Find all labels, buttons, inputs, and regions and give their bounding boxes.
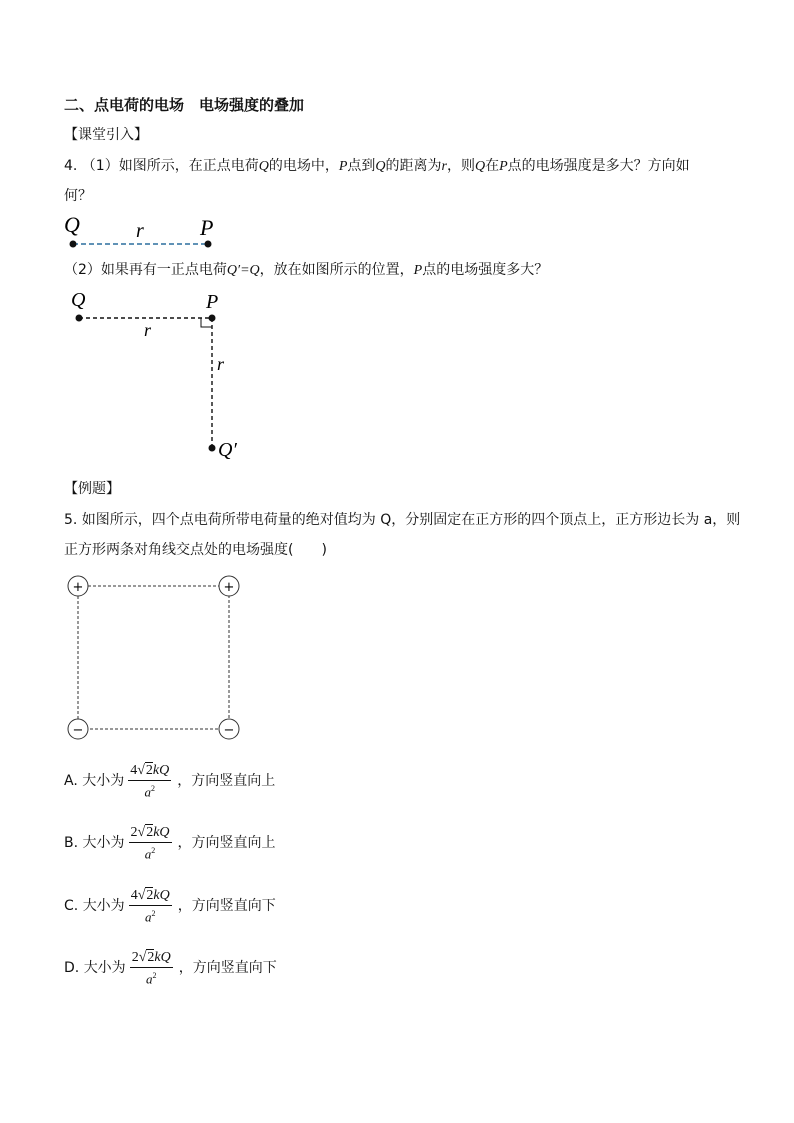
option-c[interactable] xyxy=(64,887,276,925)
fig2-charge-q xyxy=(76,315,83,322)
option-suffix: ，方向竖直向上 xyxy=(177,835,276,852)
svg-text:+: + xyxy=(72,580,84,595)
square-outline xyxy=(78,586,229,729)
option-letter: B. xyxy=(64,835,79,852)
fig2-label-q: Q xyxy=(71,289,86,311)
charge-top-right xyxy=(219,576,239,596)
svg-text:−: − xyxy=(223,723,235,738)
option-fraction: $\frac{2√2kQ}{a^2}$ xyxy=(131,950,171,987)
fig2-label-q-prime: Q′ xyxy=(218,439,237,461)
intro-tag: 【课堂引入】 xyxy=(64,127,148,143)
option-fraction: $\frac{4√2kQ}{a^2}$ xyxy=(130,763,170,800)
option-a[interactable] xyxy=(64,762,275,800)
fig1-charge-q xyxy=(70,241,77,248)
q4-line1: 4. （1）如图所示，在正点电荷Q的电场中，P点到Q的距离为r，则Q在P点的电场强度是多大？方向如 xyxy=(64,158,690,174)
q5-line1: 5. 如图所示，四个点电荷所带电荷量的绝对值均为 Q，分别固定在正方形的四个顶点上，正方形边长为 a，则 xyxy=(64,512,741,528)
option-letter: C. xyxy=(64,898,79,915)
section-heading: 二、点电荷的电场 电场强度的叠加 xyxy=(64,96,305,114)
fig1-label-r: r xyxy=(136,220,144,242)
fig1-label-q: Q xyxy=(64,212,80,237)
figure-2-right-angle xyxy=(66,286,256,466)
option-letter: A. xyxy=(64,773,78,790)
option-b[interactable] xyxy=(64,824,276,862)
q5-line2: 正方形两条对角线交点处的电场强度( ) xyxy=(64,542,327,558)
option-suffix: ，方向竖直向下 xyxy=(178,960,277,977)
figure-1-qp xyxy=(60,210,230,255)
option-d[interactable] xyxy=(64,949,277,987)
fig2-point-p xyxy=(209,315,216,322)
option-letter: D. xyxy=(64,960,80,977)
option-fraction: $\frac{4√2kQ}{a^2}$ xyxy=(130,888,170,925)
svg-text:−: − xyxy=(72,723,84,738)
fig1-label-p: P xyxy=(200,215,214,240)
fig2-charge-q-prime xyxy=(209,445,216,452)
charge-bottom-left xyxy=(68,719,88,739)
q4-sub2: （2）如果再有一正点电荷Q′=Q，放在如图所示的位置，P点的电场强度多大？ xyxy=(64,262,549,278)
q4-line2: 何？ xyxy=(64,188,92,204)
svg-text:+: + xyxy=(223,580,235,595)
fig2-label-r-vertical: r xyxy=(217,354,225,374)
charge-bottom-right xyxy=(219,719,239,739)
option-prefix: 大小为 xyxy=(82,835,125,852)
option-prefix: 大小为 xyxy=(83,960,126,977)
option-prefix: 大小为 xyxy=(82,773,125,790)
option-fraction: $\frac{2√2kQ}{a^2}$ xyxy=(130,825,170,862)
option-suffix: ，方向竖直向下 xyxy=(177,898,276,915)
figure-square-charges xyxy=(62,572,246,744)
fig2-label-p: P xyxy=(206,291,219,313)
charge-top-left xyxy=(68,576,88,596)
example-tag: 【例题】 xyxy=(64,481,120,497)
option-suffix: ，方向竖直向上 xyxy=(177,773,276,790)
fig2-label-r-horizontal: r xyxy=(144,320,152,340)
option-prefix: 大小为 xyxy=(82,898,125,915)
fig1-point-p xyxy=(205,241,212,248)
